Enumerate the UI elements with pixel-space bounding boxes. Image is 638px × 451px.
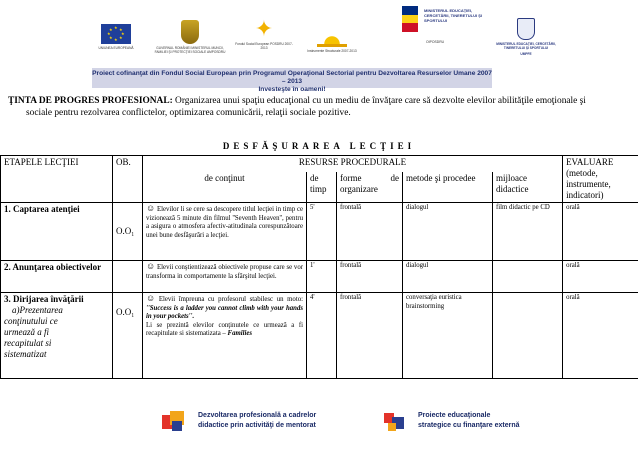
stage-cell <box>1 203 113 261</box>
motto-text: ''Success is a ladder you cannot climb with your hands in your pockets''. <box>146 304 303 320</box>
table-row <box>1 261 638 293</box>
emblem-icon <box>517 18 535 40</box>
smiley-icon: ☺ <box>146 293 156 303</box>
goal-label: ŢINTA DE PROGRES PROFESIONAL: <box>8 96 173 106</box>
table-row <box>1 203 638 261</box>
header-forme: forme de organizare <box>337 172 403 202</box>
ob-cell <box>113 261 143 293</box>
footer-right-line-2: strategice cu finanţare externă <box>418 422 520 429</box>
coat-of-arms-icon <box>181 20 199 44</box>
mentoring-icon <box>160 409 188 433</box>
stage-cell <box>1 261 113 293</box>
projects-icon <box>380 409 408 433</box>
eval-cell: orală <box>563 261 638 293</box>
ob-cell: O.O₁ <box>113 203 143 261</box>
header-ob: OB. <box>113 156 143 203</box>
romania-flag-icon <box>402 6 418 32</box>
header-timp: de timp <box>307 172 337 202</box>
form-cell: frontală <box>337 203 403 261</box>
instruments-icon <box>317 24 347 47</box>
smiley-icon: ☺ <box>146 261 156 271</box>
footer-right-line-1: Proiecte educaţionale <box>418 412 491 419</box>
topic-text: Families <box>227 330 253 337</box>
time-cell: 4' <box>307 293 337 379</box>
method-cell: conversaţia euristica brainstorming <box>403 293 493 379</box>
gov-caption: GUVERNUL ROMÂNIEI MINISTERUL MUNCII, FAMILIEI ŞI PROTECŢIEI SOCIALE AMPOSDRU <box>154 46 226 54</box>
header-mijloace: mijloace didactice <box>493 172 563 202</box>
method-cell: dialogul <box>403 261 493 293</box>
is-caption: Instrumente Structurale 2007-2013 <box>307 49 357 53</box>
eu-flag-icon: ★ ★ ★ ★ ★ ★ ★ ★ <box>101 24 131 44</box>
means-cell <box>493 261 563 293</box>
ministry-name: MINISTERUL EDUCAŢIEI, CERCETĂRII, TINERETULUI ŞI SPORTULUI <box>424 8 483 23</box>
ministry-sub: OIPOSDRU <box>426 40 445 44</box>
stage-sub-4: recapitulat si <box>4 338 52 348</box>
stage-title: 2. Anunţarea obiectivelor <box>4 262 102 272</box>
header-logos <box>86 4 556 62</box>
content-text: Elevii conştientizează obiectivele propuse care se vor transforma in comportamente la sfârşitul lecţiei. <box>146 264 303 280</box>
fse-caption: Fondul Social European POSDRU 2007-2013 <box>235 42 293 50</box>
form-cell: frontală <box>337 261 403 293</box>
content-cell <box>143 203 307 261</box>
content-text-c: Li se prezintă elevilor conţinutele ce urmează a fi recapitulate si sistematizata – <box>146 321 303 337</box>
content-text: Elevilor li se cere sa descopere titlul lecţiei in timp ce vizionează 5 minute din filmul ''Seventh Heaven'', pentru a asigura o atmosfera afectiv-atitudinala corespunzătoare unei bune desfăşurări a lecţiei. <box>146 206 304 239</box>
goal-text-1: Organizarea unui spaţiu educaţional cu un mediu de învăţare care să dezvolte elevilor abilităţile emoţionale şi <box>172 96 586 106</box>
eu-logo <box>86 4 146 50</box>
eval-cell: orală <box>563 203 638 261</box>
progress-goal <box>8 95 633 119</box>
header-etape: ETAPELE LECŢIEI <box>1 156 113 203</box>
goal-text-2: sociale pentru rezolvarea conflictelor, optimizarea comunicării, relaţii sociale pozitive. <box>26 108 351 118</box>
footer-left-text <box>198 411 316 431</box>
gov-logo <box>152 4 228 54</box>
stage-sub-1: a)Prezentarea <box>12 305 63 315</box>
time-cell: 5' <box>307 203 337 261</box>
banner-line-2: Investeşte în oameni! <box>258 86 326 93</box>
smiley-icon: ☺ <box>146 203 156 213</box>
stage-sub-5: sistematizat <box>4 349 47 359</box>
header-resurse: RESURSE PROCEDURALE <box>143 156 563 173</box>
time-cell: 1' <box>307 261 337 293</box>
section-title: DESFĂŞURAREA LECŢIEI <box>222 141 416 151</box>
header-metode: metode şi procedee <box>403 172 493 202</box>
eu-caption: UNIUNEA EUROPEANĂ <box>98 46 134 50</box>
stage-title: 1. Captarea atenţiei <box>4 204 80 214</box>
eval-cell: orală <box>563 293 638 379</box>
means-cell: film didactic pe CD <box>493 203 563 261</box>
header-evaluare: EVALUARE (metode, instrumente, indicatori) <box>563 156 638 203</box>
stage-sub-3: urmează a fi <box>4 327 49 337</box>
method-cell: dialogul <box>403 203 493 261</box>
stage-sub-2: conţinutului ce <box>4 316 58 326</box>
is-logo <box>302 4 362 53</box>
means-cell <box>493 293 563 379</box>
header-row-1 <box>1 156 638 173</box>
footer-left-line-2: didactice prin activităţi de mentorat <box>198 422 316 429</box>
content-cell <box>143 293 307 379</box>
footer-left <box>160 407 360 435</box>
footer <box>0 407 638 437</box>
form-cell: frontală <box>337 293 403 379</box>
ob-cell: O.O₁ <box>113 293 143 379</box>
banner-line-1: Proiect cofinanţat din Fondul Social European prin Programul Operaţional Sectorial pentru Dezvoltarea Resurselor Umane 2007 – 2013 <box>92 70 492 85</box>
stage-cell <box>1 293 113 379</box>
footer-left-line-1: Dezvoltarea profesională a cadrelor <box>198 412 317 419</box>
fse-logo <box>234 4 294 50</box>
fse-star-icon: ✦ <box>254 16 274 41</box>
stage-title: 3. Dirijarea învăţării <box>4 294 84 304</box>
mec-sub: UMPFE <box>520 52 532 56</box>
mec-logo <box>496 4 556 56</box>
content-cell <box>143 261 307 293</box>
footer-right <box>380 407 580 435</box>
table-row <box>1 293 638 379</box>
footer-right-text <box>418 411 520 431</box>
cofinancing-banner <box>92 68 492 93</box>
header-continut: de conţinut <box>143 172 307 202</box>
mec-caption: MINISTERUL EDUCAŢIEI, CERCETĂRII, TINERETULUI ŞI SPORTULUI <box>496 42 556 50</box>
lesson-table <box>0 155 638 379</box>
content-text-a: Elevii împreuna cu profesorul stabilesc un moto: <box>158 296 303 303</box>
